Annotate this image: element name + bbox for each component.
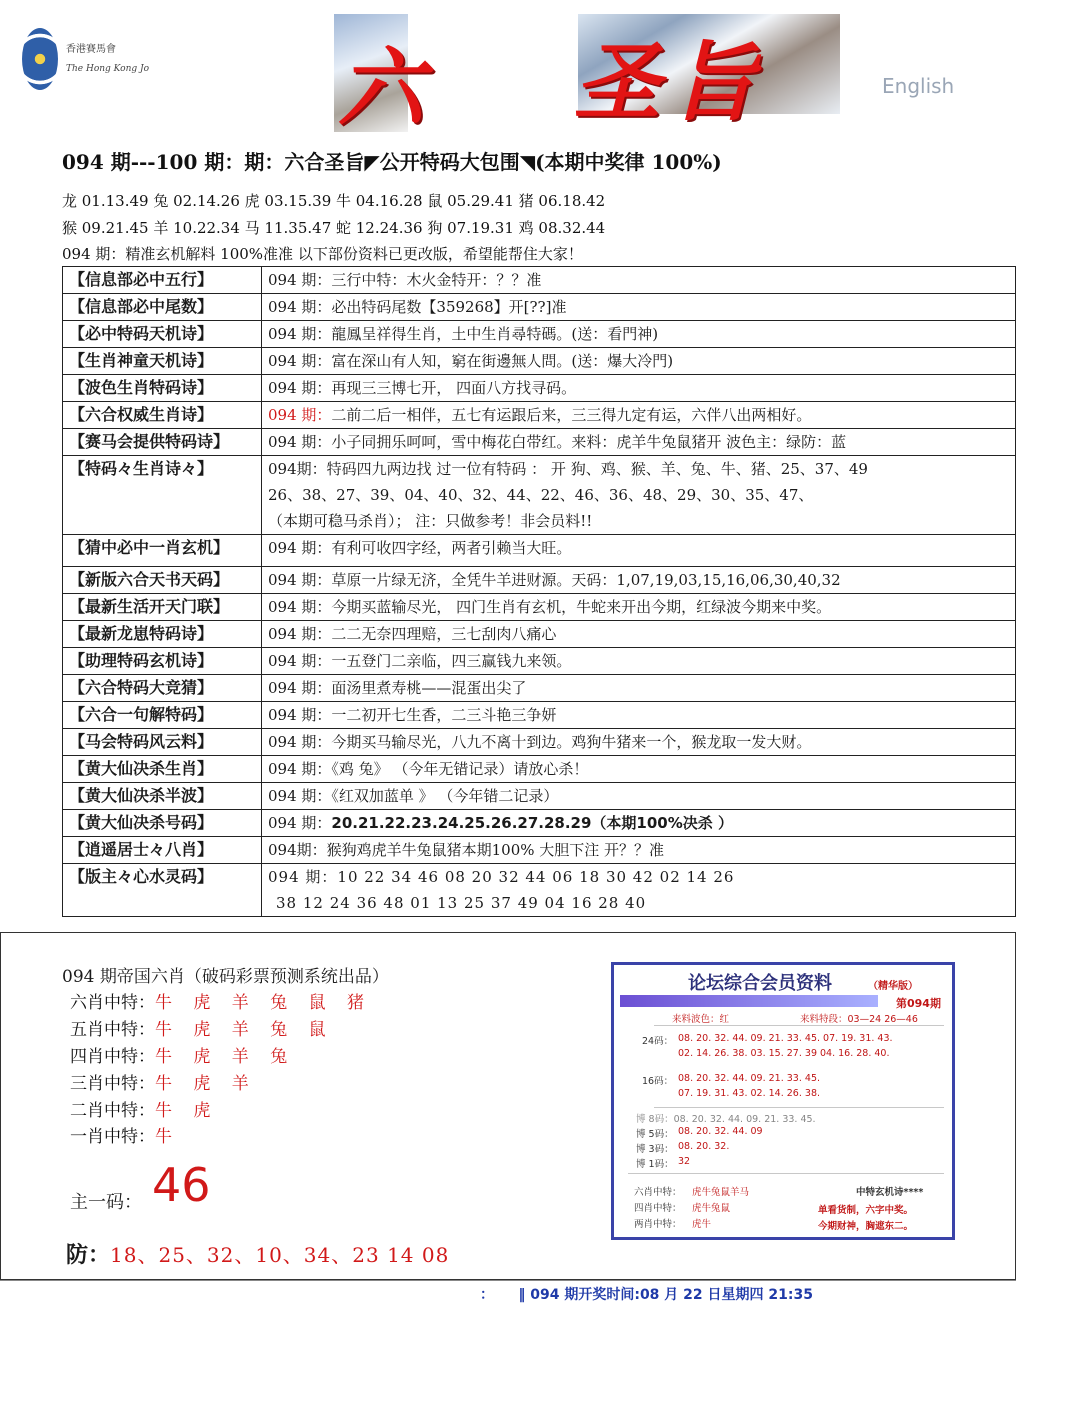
table-row xyxy=(63,783,1016,810)
card-two: 虎牛 xyxy=(692,1219,712,1230)
row-value: 094 期：今期买蓝输尽光， 四门生肖有玄机，牛蛇来开出今期，红绿波今期来中奖。 xyxy=(262,594,1016,621)
card-code24-line1: 08. 20. 32. 44. 09. 21. 33. 45. 07. 19. 31. 43. xyxy=(678,1033,893,1044)
main-code-value: 46 xyxy=(152,1158,211,1212)
card-title: 论坛综合会员资料 xyxy=(688,973,832,994)
table-row xyxy=(63,402,1016,429)
row-value-wrap xyxy=(262,402,1016,429)
table-row xyxy=(63,648,1016,675)
row-value: 094期：猴狗鸡虎羊牛兔鼠猪本期100% 大胆下注 开？？准 xyxy=(262,837,1016,864)
row-label: 【版主々心水灵码】 xyxy=(63,864,262,917)
row-value: 094 期：今期买马输尽光，八九不离十到边。鸡狗牛猪来一个，猴龙取一发大财。 xyxy=(262,729,1016,756)
row-value: 094 期：小子同拥乐呵呵，雪中梅花白带红。来料：虎羊牛兔鼠猪开 波色主：绿防：蓝 xyxy=(262,429,1016,456)
row-label: 【助理特码玄机诗】 xyxy=(63,648,262,675)
card-right-line2: 今期财神，胸遮东二。 xyxy=(818,1221,914,1232)
row-label: 【逍遥居士々八肖】 xyxy=(63,837,262,864)
card-six: 虎牛兔鼠羊马 xyxy=(692,1187,750,1198)
xiao-values: 牛 虎 羊 xyxy=(155,1074,257,1094)
hkjc-logo-icon xyxy=(22,28,58,90)
table-row xyxy=(63,535,1016,567)
row-value: 20.21.22.23.24.25.26.27.28.29（本期100%决杀 ） xyxy=(331,814,733,832)
row-label: 【信息部必中尾数】 xyxy=(63,294,262,321)
row-label: 【黄大仙决杀号码】 xyxy=(63,810,262,837)
card-bo3: 08. 20. 32. xyxy=(678,1141,730,1152)
row-label: 【最新生活开天门联】 xyxy=(63,594,262,621)
card-bo5-label: 博 5码： xyxy=(636,1129,674,1140)
guard-row xyxy=(66,1238,449,1269)
table-row xyxy=(63,375,1016,402)
card-code24-line2: 02. 14. 26. 38. 03. 15. 27. 39 04. 16. 28. 40. xyxy=(678,1048,890,1059)
row-value: 094 期：面汤里煮寿桃——混蛋出尖了 xyxy=(262,675,1016,702)
table-row xyxy=(63,810,1016,837)
table-row xyxy=(63,267,1016,294)
row-value: 094 期：草原一片绿无济，全凭牛羊进财源。天码：1,07,19,03,15,16,06,30,40,32 xyxy=(262,567,1016,594)
xiao-label: 四肖中特： xyxy=(70,1047,155,1067)
row-label: 【信息部必中五行】 xyxy=(63,267,262,294)
empire-title: 094 期帝国六肖（破码彩票预测系统出品） xyxy=(62,967,389,987)
card-right-line1: 单看货制，六字中奖。 xyxy=(818,1205,914,1216)
card-special-line: 来料特段：03—24 26—46 xyxy=(800,1014,918,1025)
row-value: 094 期：《鸡 兔》 （今年无错记录）请放心杀！ xyxy=(262,756,1016,783)
row-label: 【六合权威生肖诗】 xyxy=(63,402,262,429)
xiao-values: 牛 虎 羊 兔 鼠 xyxy=(155,1020,334,1040)
card-four-label: 四肖中特： xyxy=(634,1203,682,1214)
logo-chinese-name: 香港賽馬會 xyxy=(66,44,116,55)
card-bo1-label: 博 1码： xyxy=(636,1159,674,1170)
row-label: 【马会特码风云料】 xyxy=(63,729,262,756)
card-code16-line2: 07. 19. 31. 43. 02. 14. 26. 38. xyxy=(678,1088,821,1099)
table-row xyxy=(63,594,1016,621)
table-row xyxy=(63,429,1016,456)
table-row xyxy=(63,567,1016,594)
xiao-row-1 xyxy=(70,1122,180,1147)
row-value: 094 期：一五登门二亲临，四三赢钱九来领。 xyxy=(262,648,1016,675)
guard-label: 防： xyxy=(66,1242,111,1268)
row-label: 【六合一句解特码】 xyxy=(63,702,262,729)
row-value: 094 期：《红双加蓝单 》 （今年错二记录） xyxy=(262,783,1016,810)
card-divider xyxy=(654,1107,944,1108)
card-edition: （精华版） xyxy=(868,981,918,992)
row-value-multiline xyxy=(262,456,1016,535)
xiao-label: 二肖中特： xyxy=(70,1101,155,1121)
xiao-values: 牛 虎 羊 兔 鼠 猪 xyxy=(155,993,373,1013)
logo-english-name: The Hong Kong Jo xyxy=(66,64,150,74)
page-title: 094 期---100 期：期：六合圣旨◤公开特码大包围◥(本期中奖律 100%) xyxy=(62,150,722,174)
xiao-label: 五肖中特： xyxy=(70,1020,155,1040)
row-value-line: 094期：特码四九两边找 过一位有特码 ： 开 狗、鸡、猴、羊、兔、牛、猪、25、37、49 xyxy=(268,460,868,478)
row-label: 【必中特码天机诗】 xyxy=(63,321,262,348)
table-row xyxy=(63,321,1016,348)
row-value-multiline xyxy=(262,864,1016,917)
issue-prefix-red: 094 期： xyxy=(268,406,332,424)
zodiac-numbers-line-2: 猴 09.21.45 羊 10.22.34 马 11.35.47 蛇 12.24.36 狗 07.19.31 鸡 08.32.44 xyxy=(62,219,606,237)
card-bo8: 博 8码：08. 20. 32. 44. 09. 21. 33. 45. xyxy=(636,1114,816,1125)
row-value-line: 26、38、27、39、04、40、32、44、22、46、36、48、29、30、35、47、 xyxy=(268,486,814,504)
card-wave-line: 来料波色：红 xyxy=(672,1014,730,1025)
xiao-row-5 xyxy=(70,1015,334,1040)
row-value: 094 期：三行中特：木火金特开：？？准 xyxy=(262,267,1016,294)
table-row xyxy=(63,702,1016,729)
card-code16-label: 16码： xyxy=(642,1076,674,1087)
card-code24-label: 24码： xyxy=(642,1036,674,1047)
row-value: 094 期：二二无奈四理赔，三七刮肉八痛心 xyxy=(262,621,1016,648)
xiao-row-6 xyxy=(70,988,372,1013)
table-row xyxy=(63,729,1016,756)
card-bo3-label: 博 3码： xyxy=(636,1144,674,1155)
zodiac-numbers-line-1: 龙 01.13.49 兔 02.14.26 虎 03.15.39 牛 04.16.28 鼠 05.29.41 猪 06.18.42 xyxy=(62,192,606,210)
row-value: 094 期：一二初开七生香，二三斗艳三争妍 xyxy=(262,702,1016,729)
notice-line: 094 期：精准玄机解料 100%准准 以下部份资料已更改版，希望能帮住大家！ xyxy=(62,245,583,263)
card-bo1: 32 xyxy=(678,1156,691,1167)
xiao-label: 一肖中特： xyxy=(70,1127,155,1147)
xiao-row-2 xyxy=(70,1096,218,1121)
row-label: 【猜中必中一肖玄机】 xyxy=(63,535,262,567)
table-row xyxy=(63,621,1016,648)
table-row xyxy=(63,756,1016,783)
xiao-values: 牛 xyxy=(155,1127,180,1147)
table-row xyxy=(63,348,1016,375)
xiao-values: 牛 虎 羊 兔 xyxy=(155,1047,296,1067)
draw-time xyxy=(480,1284,813,1304)
row-value-wrap xyxy=(262,810,1016,837)
row-label: 【生肖神童天机诗】 xyxy=(63,348,262,375)
row-value-line: 38 12 24 36 48 01 13 25 37 49 04 16 28 40 xyxy=(276,894,647,912)
xiao-row-3 xyxy=(70,1069,257,1094)
row-value: 094 期：再现三三博七开， 四面八方找寻码。 xyxy=(262,375,1016,402)
table-row xyxy=(63,837,1016,864)
row-value: 094 期：富在深山有人知，窮在街邊無人問。(送：爆大冷門) xyxy=(262,348,1016,375)
row-label: 【黄大仙决杀半波】 xyxy=(63,783,262,810)
card-divider xyxy=(654,1025,944,1026)
card-right-head: 中特玄机诗**** xyxy=(856,1187,924,1198)
row-value: 二前二后一相伴，五七有运跟后来，三三得九定有运，六伴八出两相好。 xyxy=(331,406,812,424)
row-label: 【六合特码大竞猜】 xyxy=(63,675,262,702)
row-label: 【黄大仙决杀生肖】 xyxy=(63,756,262,783)
prediction-table xyxy=(62,266,1016,917)
xiao-label: 三肖中特： xyxy=(70,1074,155,1094)
table-row xyxy=(63,675,1016,702)
row-value-line: 094 期：10 22 34 46 08 20 32 44 06 18 30 42 02 14 26 xyxy=(268,868,735,886)
footer-text: ‖ 094 期开奖时间:08 月 22 日星期四 21:35 xyxy=(518,1287,813,1303)
footer-marker: ： xyxy=(480,1287,494,1303)
card-code16-line1: 08. 20. 32. 44. 09. 21. 33. 45. xyxy=(678,1073,821,1084)
card-bo5: 08. 20. 32. 44. 09 xyxy=(678,1126,763,1137)
issue-prefix: 094 期： xyxy=(268,814,332,832)
banner-char-3: 旨 xyxy=(670,32,756,133)
card-divider xyxy=(628,1173,944,1174)
xiao-label: 六肖中特： xyxy=(70,993,155,1013)
row-value-line: （本期可稳马杀肖）； 注：只做参考！非会员料!! xyxy=(268,512,593,530)
row-value: 094 期：有利可收四字经，两者引赖当大旺。 xyxy=(262,535,1016,567)
guard-values: 18、25、32、10、34、23 14 08 xyxy=(110,1243,450,1267)
row-label: 【最新龙崽特码诗】 xyxy=(63,621,262,648)
card-two-label: 两肖中特： xyxy=(634,1219,682,1230)
main-code-label: 主一码： xyxy=(70,1192,142,1213)
card-six-label: 六肖中特： xyxy=(634,1187,682,1198)
member-data-card xyxy=(611,962,955,1240)
row-label: 【波色生肖特码诗】 xyxy=(63,375,262,402)
card-issue: 第094期 xyxy=(896,997,941,1010)
banner-char-1: 六 xyxy=(338,38,424,139)
table-row xyxy=(63,456,1016,535)
row-label: 【赛马会提供特码诗】 xyxy=(63,429,262,456)
table-row xyxy=(63,294,1016,321)
english-version-link[interactable]: English xyxy=(882,74,955,98)
row-label: 【特码々生肖诗々】 xyxy=(63,456,262,535)
card-header-bar xyxy=(620,995,878,1007)
row-value: 094 期：龍鳳呈祥得生肖，土中生肖尋特碼。(送：看門神) xyxy=(262,321,1016,348)
card-four: 虎牛兔鼠 xyxy=(692,1203,731,1214)
table-row xyxy=(63,864,1016,917)
xiao-values: 牛 虎 xyxy=(155,1101,219,1121)
footer-divider xyxy=(0,1280,1016,1281)
row-label: 【新版六合天书天码】 xyxy=(63,567,262,594)
xiao-row-4 xyxy=(70,1042,295,1067)
row-value: 094 期：必出特码尾数【359268】开[??]准 xyxy=(262,294,1016,321)
banner-char-2: 圣 xyxy=(574,32,660,133)
